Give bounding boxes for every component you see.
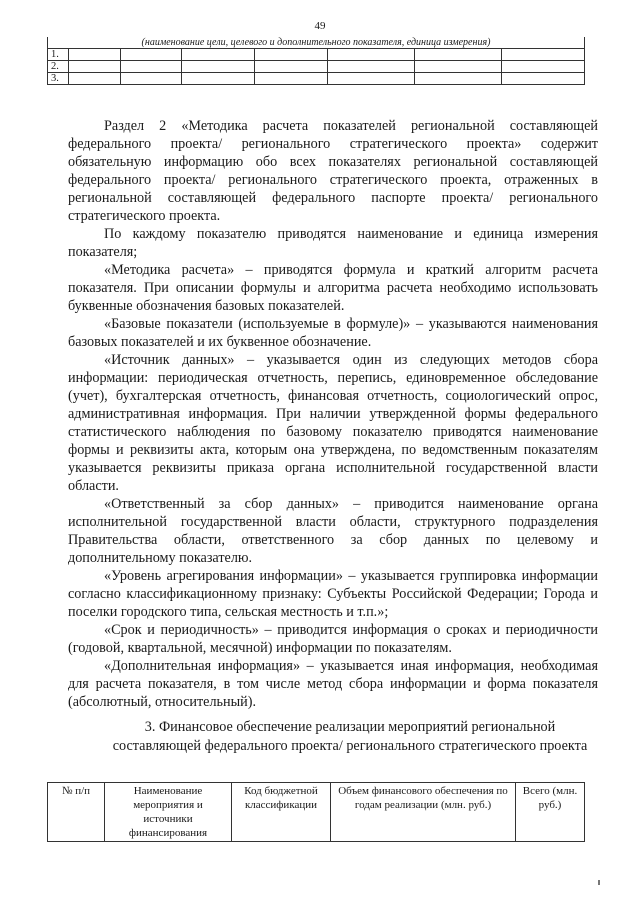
section-heading: 3. Финансовое обеспечение реализации мероприятий региональной составляющей федерального проекта/ регионального стратегического проекта [112, 719, 588, 754]
paragraph-additional-info: «Дополнительная информация» – указывается иная информация, необходимая для расчета показателя, в том числе метод сбора информации и форма показателя (абсолютный, относительный). [68, 658, 598, 710]
row-number: 2. [48, 61, 69, 73]
paragraph-aggregation: «Уровень агрегирования информации» – указывается группировка информации согласно классификационному признаку: Субъекты Российской Федерации; Города и поселки городского типа, сельская местность и т.п.»; [68, 568, 598, 620]
scan-mark [598, 880, 600, 885]
header-total: Всего (млн. руб.) [516, 783, 585, 842]
table-caption-row [48, 37, 585, 49]
table-row [48, 49, 585, 61]
table-caption: (наименование цели, целевого и дополнительного показателя, единица измерения) [48, 37, 585, 49]
paragraph-responsible: «Ответственный за сбор данных» – приводится наименование органа исполнительной государственной власти области, структурного подразделения Правительства области, ответственного за сбор данных по целевому и дополнительному показателю. [68, 496, 598, 566]
paragraph-method: «Методика расчета» – приводятся формула и краткий алгоритм расчета показателя. При описании формулы и алгоритма расчета необходимо использовать буквенные обозначения базовых показателей. [68, 262, 598, 314]
paragraph-base-indicators: «Базовые показатели (используемые в формуле)» – указываются наименования базовых показателей и их буквенное обозначение. [68, 316, 598, 350]
row-number: 3. [48, 73, 69, 85]
table-row [48, 61, 585, 73]
header-number: № п/п [48, 783, 105, 842]
table-row [48, 73, 585, 85]
paragraph-indicator-name: По каждому показателю приводятся наименование и единица измерения показателя; [68, 226, 598, 260]
header-budget-code: Код бюджетной классификации [232, 783, 331, 842]
page-number: 49 [314, 20, 326, 32]
table-header-row [48, 783, 585, 842]
paragraph-periodicity: «Срок и периодичность» – приводится информация о сроках и периодичности (годовой, квартальной, месячной) информации по показателям. [68, 622, 598, 656]
header-funding-volume: Объем финансового обеспечения по годам реализации (млн. руб.) [331, 783, 516, 842]
row-number: 1. [48, 49, 69, 61]
paragraph-section-2-intro: Раздел 2 «Методика расчета показателей региональной составляющей федерального проекта/ регионального стратегического проекта» содержит обязательную информацию обо всех показателях региональной составляющей федерального проекта/ регионального стратегического проекта, отраженных в региональной составляющей федерального паспорте проекта/ регионального стратегического проекта. [68, 118, 598, 224]
financing-table [47, 782, 585, 842]
header-activity-name: Наименование мероприятия и источники финансирования [105, 783, 232, 842]
indicator-table [47, 37, 585, 85]
paragraph-data-source: «Источник данных» – указывается один из следующих методов сбора информации: периодическая отчетность, перепись, единовременное обследование (учет), бухгалтерская отчетность, финансовая отчетность, социологический опрос, административная информация. При наличии утвержденной формы федерального статистического наблюдения по базовому показателю приводятся наименование формы и реквизиты акта, которым она утверждена, по ведомственным показателям указывается реквизиты приказа органа исполнительной государственной власти области. [68, 352, 598, 494]
body-text [68, 117, 598, 711]
